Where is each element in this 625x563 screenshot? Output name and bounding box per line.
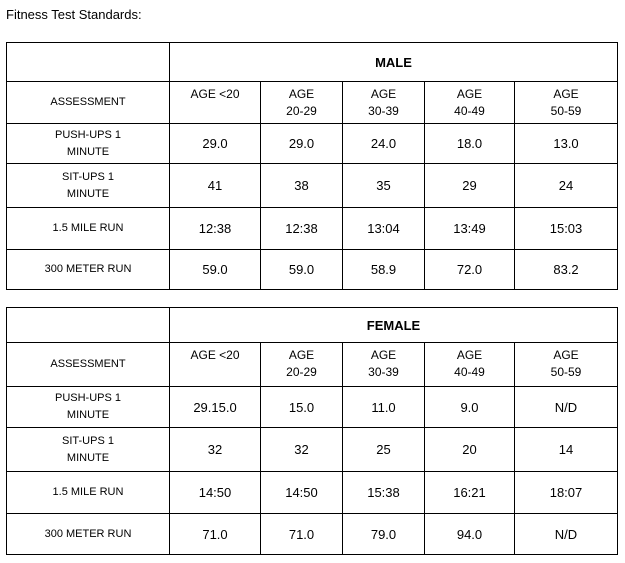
assessment-label [7,387,170,428]
value-cell: 14:50 [170,472,261,514]
female-standards-table [6,307,618,555]
assessment-label-line2: MINUTE [66,451,110,464]
age-header [515,82,618,124]
age-header-line2: 40-49 [454,104,485,118]
assessment-label [7,428,170,472]
value-cell: 13:49 [425,208,515,250]
age-header [170,343,261,387]
age-header [425,343,515,387]
value-cell: 18:07 [515,472,618,514]
value-cell: 15:38 [343,472,425,514]
assessment-label: 300 METER RUN [7,250,170,290]
value-cell: 72.0 [425,250,515,290]
value-cell: 94.0 [425,514,515,555]
assessment-label: 1.5 MILE RUN [7,472,170,514]
value-cell: 32 [261,428,343,472]
assessment-label [7,124,170,164]
value-cell: 13.0 [515,124,618,164]
age-header-line1: AGE <20 [190,87,240,101]
value-cell: 25 [343,428,425,472]
age-header-row [7,82,618,124]
table-row [7,208,618,250]
age-header [425,82,515,124]
age-header-line2: 40-49 [454,365,485,379]
age-header [515,343,618,387]
age-header [261,343,343,387]
assessment-label-line1: SIT-UPS 1 [62,434,114,447]
table-row [7,428,618,472]
value-cell: 14 [515,428,618,472]
age-header-row [7,343,618,387]
age-header-line1: AGE [553,348,579,362]
value-cell: 14:50 [261,472,343,514]
age-header-line1: AGE <20 [190,348,240,362]
value-cell: 13:04 [343,208,425,250]
value-cell: 83.2 [515,250,618,290]
age-header [261,82,343,124]
assessment-header: ASSESSMENT [7,343,170,387]
age-header [343,343,425,387]
value-cell: 15.0 [261,387,343,428]
value-cell: 71.0 [261,514,343,555]
value-cell: N/D [515,514,618,555]
gender-header-female: FEMALE [170,308,618,343]
table-row [7,164,618,208]
value-cell: 58.9 [343,250,425,290]
age-header-line1: AGE [288,348,315,362]
value-cell: 12:38 [261,208,343,250]
age-header-line1: AGE [456,348,483,362]
value-cell: 18.0 [425,124,515,164]
value-cell: 59.0 [170,250,261,290]
value-cell: 29.15.0 [170,387,261,428]
gender-header-row [7,43,618,82]
age-header-line2: 50-59 [550,104,582,118]
value-cell: 41 [170,164,261,208]
table-row [7,250,618,290]
age-header-line2: 50-59 [550,365,582,379]
blank-corner-cell [7,43,170,82]
table-row [7,124,618,164]
table-row [7,387,618,428]
value-cell: 24.0 [343,124,425,164]
age-header-line1: AGE [553,87,579,101]
age-header [343,82,425,124]
value-cell: 29.0 [170,124,261,164]
value-cell: 32 [170,428,261,472]
value-cell: 29.0 [261,124,343,164]
assessment-label-line1: SIT-UPS 1 [62,170,114,183]
value-cell: 11.0 [343,387,425,428]
assessment-label-line2: MINUTE [66,187,110,200]
age-header [170,82,261,124]
value-cell: 38 [261,164,343,208]
assessment-label: 1.5 MILE RUN [7,208,170,250]
value-cell: 15:03 [515,208,618,250]
value-cell: 35 [343,164,425,208]
age-header-line2: 30-39 [368,365,399,379]
assessment-label-line2: MINUTE [66,145,110,158]
age-header-line1: AGE [370,348,397,362]
table-row [7,472,618,514]
assessment-header: ASSESSMENT [7,82,170,124]
value-cell: 79.0 [343,514,425,555]
age-header-line1: AGE [288,87,315,101]
age-header-line1: AGE [456,87,483,101]
age-header-line1: AGE [370,87,397,101]
male-standards-table [6,42,618,290]
value-cell: 24 [515,164,618,208]
value-cell: 71.0 [170,514,261,555]
value-cell: N/D [515,387,618,428]
assessment-label-line2: MINUTE [66,409,110,421]
value-cell: 12:38 [170,208,261,250]
assessment-label: 300 METER RUN [7,514,170,555]
value-cell: 29 [425,164,515,208]
value-cell: 16:21 [425,472,515,514]
value-cell: 20 [425,428,515,472]
gender-header-male: MALE [170,43,618,82]
assessment-label [7,164,170,208]
table-row [7,514,618,555]
gender-header-row [7,308,618,343]
age-header-line2: 20-29 [286,104,317,118]
page-title: Fitness Test Standards: [6,7,142,22]
assessment-label-line1: PUSH-UPS 1 [54,392,122,404]
age-header-line2: 30-39 [368,104,399,118]
assessment-label-line1: PUSH-UPS 1 [54,128,122,141]
value-cell: 59.0 [261,250,343,290]
blank-corner-cell [7,308,170,343]
value-cell: 9.0 [425,387,515,428]
age-header-line2: 20-29 [286,365,317,379]
